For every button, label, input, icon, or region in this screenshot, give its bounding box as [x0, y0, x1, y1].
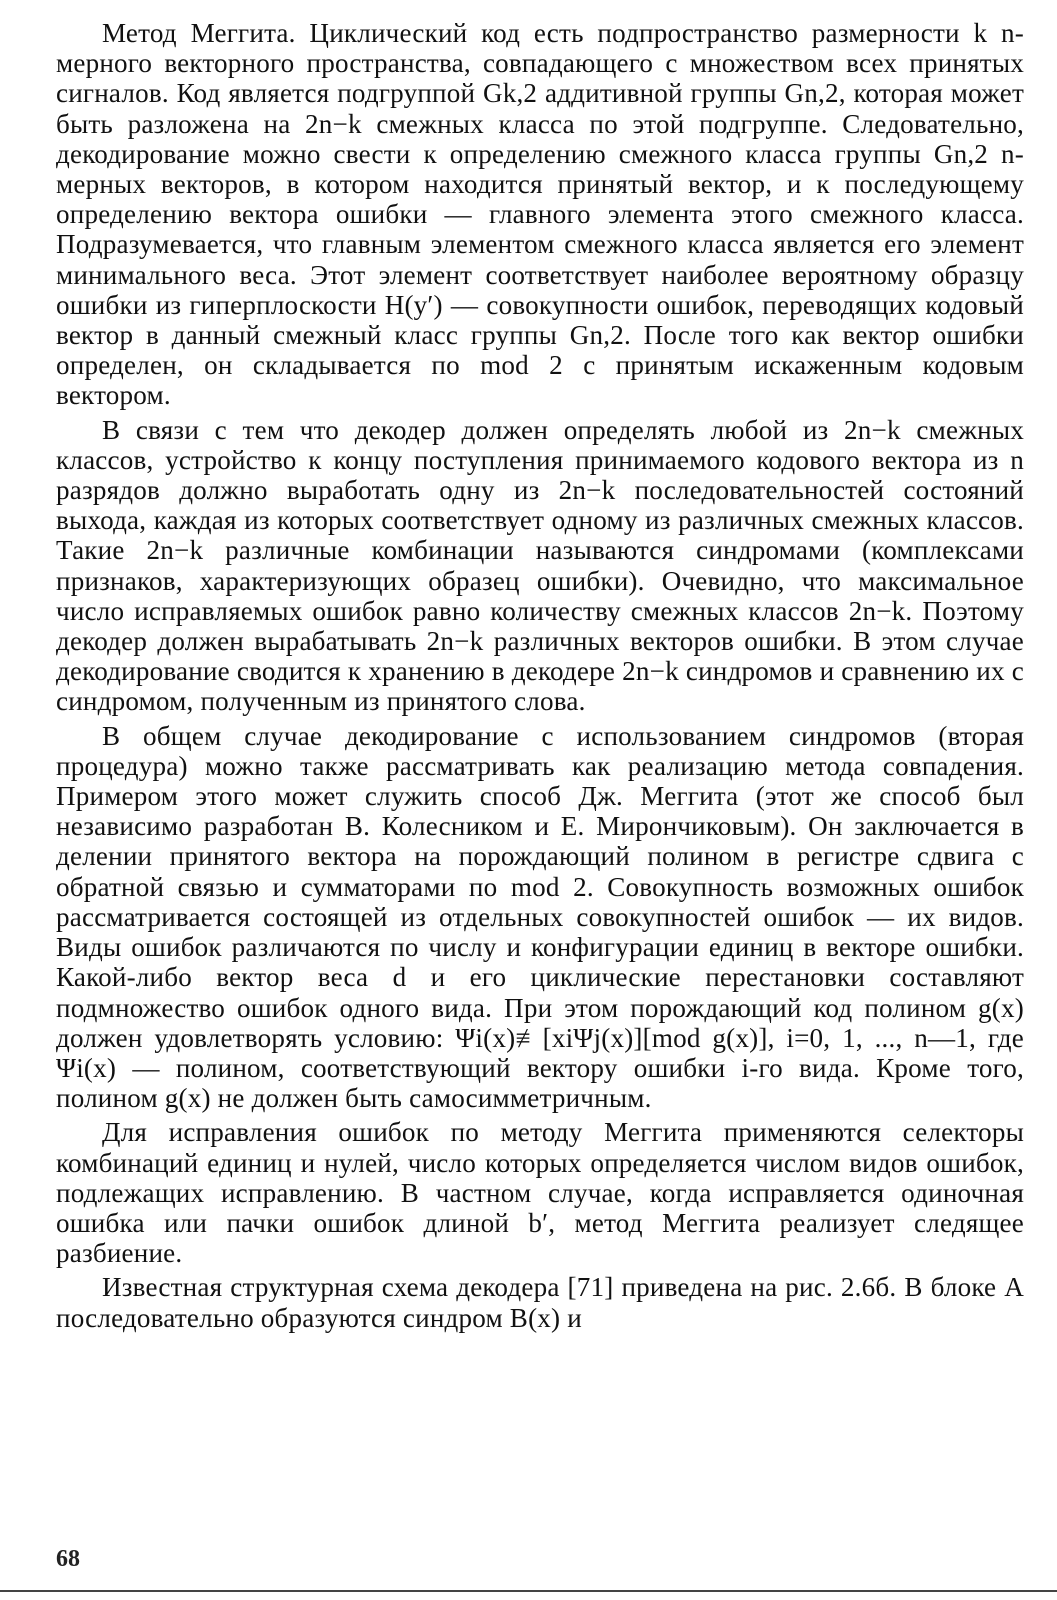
- page-body: [56, 18, 1024, 1333]
- paragraph-decoder-scheme: Известная структурная схема декодера [71] приведена на рис. 2.6б. В блоке A последовательно образуются синдром B(x) и: [56, 1272, 1024, 1333]
- paragraph-meggitt-method: Метод Меггита. Циклический код есть подпространство размерности k n-мерного векторного пространства, совпадающего с множеством всех принятых сигналов. Код является подгруппой Gk,2 аддитивной группы Gn,2, которая может быть разложена на 2n−k смежных класса по этой подгруппе. Следовательно, декодирование можно свести к определению смежного класса группы Gn,2 n-мерных векторов, в котором находится принятый вектор, и к последующему определению вектора ошибки — главного элемента этого смежного класса. Подразумевается, что главным элементом смежного класса является его элемент минимального веса. Этот элемент соответствует наиболее вероятному образцу ошибки из гиперплоскости H(y′) — совокупности ошибок, переводящих кодовый вектор в данный смежный класс группы Gn,2. После того как вектор ошибки определен, он складывается по mod 2 с принятым искаженным кодовым вектором.: [56, 18, 1024, 411]
- bottom-rule: [0, 1590, 1057, 1592]
- page-number: 68: [56, 1546, 80, 1572]
- paragraph-general-case: В общем случае декодирование с использованием синдромов (вторая процедура) можно также рассматривать как реализацию метода совпадения. Примером этого может служить способ Дж. Меггита (этот же способ был независимо разработан В. Колесником и Е. Мирончиковым). Он заключается в делении принятого вектора на порождающий полином в регистре сдвига с обратной связью и сумматорами по mod 2. Совокупность возможных ошибок рассматривается состоящей из отдельных совокупностей ошибок — их видов. Виды ошибок различаются по числу и конфигурации единиц в векторе ошибки. Какой-либо вектор веса d и его циклические перестановки составляют подмножество ошибок одного вида. При этом порождающий код полином g(x) должен удовлетворять условию: Ψi(x)≢[xiΨj(x)][mod g(x)], i=0, 1, ..., n—1, где Ψi(x) — полином, соответствующий вектору ошибки i-го вида. Кроме того, полином g(x) не должен быть самосимметричным.: [56, 720, 1024, 1114]
- paragraph-syndromes: В связи с тем что декодер должен определять любой из 2n−k смежных классов, устройство к концу поступления принимаемого кодового вектора из n разрядов должно выработать одну из 2n−k последовательностей состояний выхода, каждая из которых соответствует одному из различных смежных классов. Такие 2n−k различные комбинации называются синдромами (комплексами признаков, характеризующих образец ошибки). Очевидно, что максимальное число исправляемых ошибок равно количеству смежных классов 2n−k. Поэтому декодер должен вырабатывать 2n−k различных векторов ошибки. В этом случае декодирование сводится к хранению в декодере 2n−k синдромов и сравнению их с синдромом, полученным из принятого слова.: [56, 414, 1024, 717]
- paragraph-error-correction: Для исправления ошибок по методу Меггита применяются селекторы комбинаций единиц и нулей, число которых определяется числом видов ошибок, подлежащих исправлению. В частном случае, когда исправляется одиночная ошибка или пачки ошибок длиной b′, метод Меггита реализует следящее разбиение.: [56, 1117, 1024, 1269]
